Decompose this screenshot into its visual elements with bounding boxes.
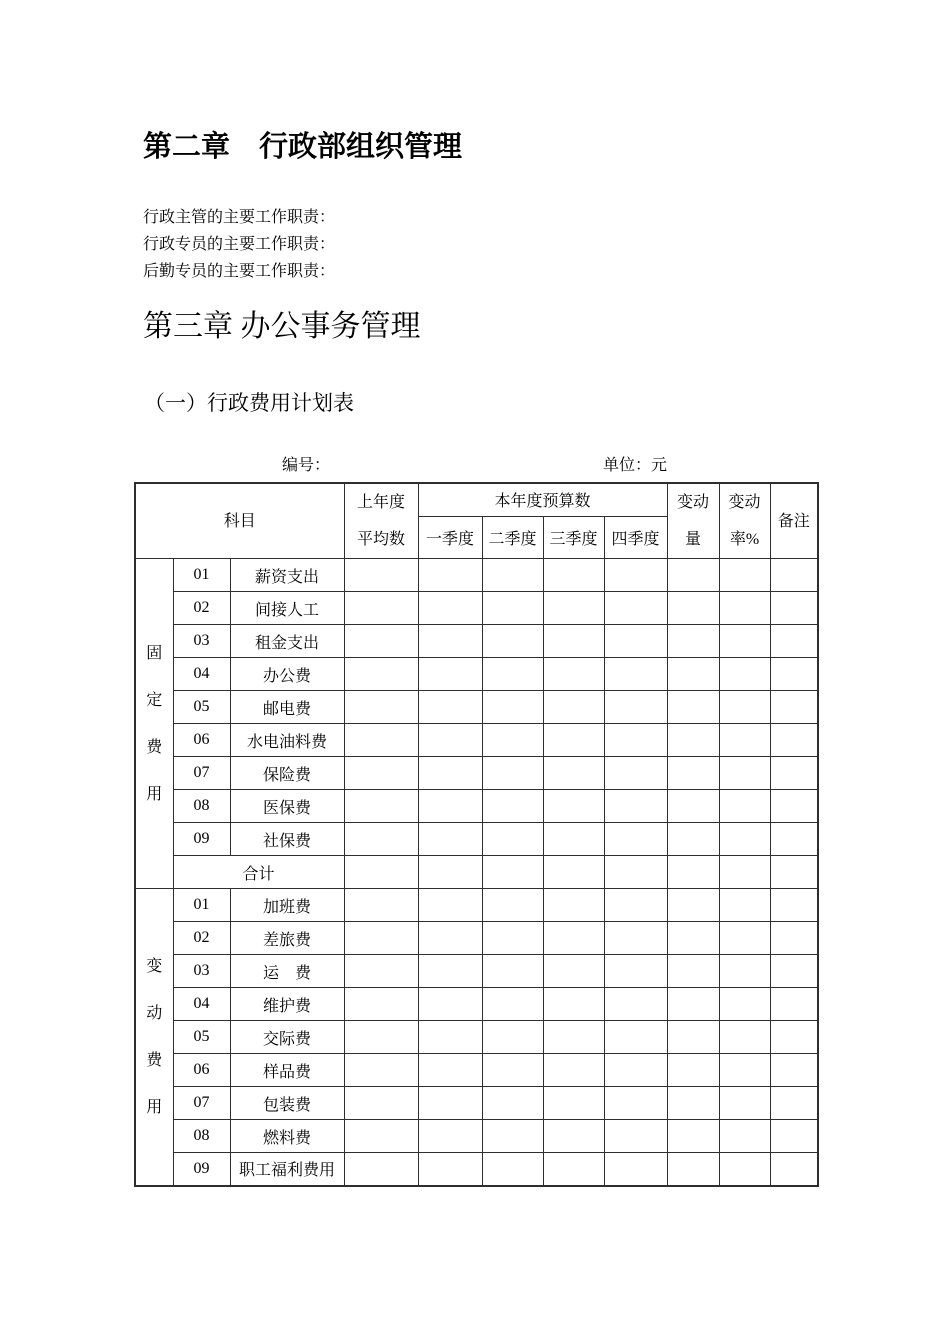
table-row: [135, 691, 818, 724]
table-cell-empty: [719, 1054, 770, 1087]
table-cell-empty: [770, 691, 818, 724]
row-number: 05: [173, 691, 230, 724]
table-cell-empty: [604, 1153, 667, 1186]
table-cell-empty: [344, 1087, 418, 1120]
table-row: [135, 658, 818, 691]
table-unit-label: 单位：元: [603, 457, 668, 474]
table-cell-empty: [543, 1021, 604, 1054]
table-cell-empty: [418, 1021, 482, 1054]
table-cell-empty: [543, 592, 604, 625]
table-row: [135, 988, 818, 1021]
table-cell-empty: [770, 724, 818, 757]
table-cell-empty: [543, 724, 604, 757]
row-number: 04: [173, 988, 230, 1021]
table-cell-empty: [604, 691, 667, 724]
duty-paragraph: [143, 204, 335, 285]
table-cell-empty: [482, 658, 543, 691]
row-number: 06: [173, 1054, 230, 1087]
table-cell-empty: [482, 889, 543, 922]
table-cell-empty: [344, 724, 418, 757]
table-cell-empty: [719, 1087, 770, 1120]
table-cell-empty: [418, 691, 482, 724]
row-number: 02: [173, 922, 230, 955]
table-cell-empty: [604, 955, 667, 988]
table-row: [135, 955, 818, 988]
row-name: 样品费: [230, 1054, 344, 1087]
table-cell-empty: [719, 724, 770, 757]
table-cell-empty: [418, 922, 482, 955]
row-number: 07: [173, 1087, 230, 1120]
table-cell-empty: [604, 1087, 667, 1120]
row-name: 维护费: [230, 988, 344, 1021]
table-cell-empty: [770, 757, 818, 790]
category-char: 费: [146, 1051, 163, 1069]
table-cell-empty: [418, 1054, 482, 1087]
row-number: 06: [173, 724, 230, 757]
table-cell-empty: [667, 625, 719, 658]
table-cell-empty: [719, 1120, 770, 1153]
table-cell-empty: [770, 592, 818, 625]
table-cell-empty: [344, 1153, 418, 1186]
chapter2-heading: 第二章 行政部组织管理: [143, 131, 463, 163]
row-name: 水电油料费: [230, 724, 344, 757]
table-cell-empty: [604, 625, 667, 658]
table-cell-empty: [482, 1054, 543, 1087]
header-quarter-4: 四季度: [604, 516, 667, 558]
row-number: 07: [173, 757, 230, 790]
table-cell-empty: [719, 955, 770, 988]
header-last-year-average: [344, 483, 418, 559]
row-name: 包装费: [230, 1087, 344, 1120]
table-cell-empty: [667, 1153, 719, 1186]
table-cell-empty: [770, 823, 818, 856]
table-cell-empty: [667, 823, 719, 856]
table-cell-empty: [482, 757, 543, 790]
table-cell-empty: [719, 592, 770, 625]
table-row: [135, 625, 818, 658]
row-name: 加班费: [230, 889, 344, 922]
table-cell-empty: [482, 592, 543, 625]
row-name: 保险费: [230, 757, 344, 790]
header-change-rate-line1: 变动: [728, 494, 761, 511]
row-name: 医保费: [230, 790, 344, 823]
header-quarter-1: 一季度: [418, 516, 482, 558]
table-cell-empty: [418, 724, 482, 757]
row-number: 08: [173, 1120, 230, 1153]
table-cell-empty: [418, 1120, 482, 1153]
row-name: 差旅费: [230, 922, 344, 955]
table-cell-empty: [344, 625, 418, 658]
table-cell-empty: [667, 955, 719, 988]
table-cell-empty: [344, 1120, 418, 1153]
table-cell-empty: [667, 1087, 719, 1120]
table-cell-empty: [418, 1153, 482, 1186]
table-cell-empty: [604, 922, 667, 955]
table-row: [135, 1054, 818, 1087]
table-cell-empty: [418, 658, 482, 691]
table-cell-empty: [482, 823, 543, 856]
table-cell-empty: [667, 1021, 719, 1054]
table-header-row-1: [135, 483, 818, 516]
row-number: 04: [173, 658, 230, 691]
table-cell-empty: [667, 922, 719, 955]
table-cell-empty: [482, 1087, 543, 1120]
table-cell-empty: [482, 955, 543, 988]
table-cell-empty: [543, 1087, 604, 1120]
header-change-amount-line2: 量: [685, 531, 702, 548]
table-cell-empty: [482, 1021, 543, 1054]
table-cell-empty: [418, 988, 482, 1021]
table-cell-empty: [344, 658, 418, 691]
table-cell-empty: [344, 988, 418, 1021]
table-cell-empty: [770, 1153, 818, 1186]
table-cell-empty: [667, 559, 719, 592]
category-variable-expenses: [135, 889, 173, 1186]
table-cell-empty: [770, 1087, 818, 1120]
table-cell-empty: [543, 691, 604, 724]
table-cell-empty: [344, 856, 418, 889]
table-cell-empty: [418, 790, 482, 823]
table-cell-empty: [770, 1021, 818, 1054]
header-change-rate-line2: 率%: [729, 531, 760, 548]
duty-line-admin-specialist: 行政专员的主要工作职责：: [143, 236, 336, 253]
table-cell-empty: [604, 724, 667, 757]
table-cell-empty: [667, 1054, 719, 1087]
category-char: 变: [146, 957, 163, 975]
table-row: [135, 889, 818, 922]
table-cell-empty: [418, 1087, 482, 1120]
table-cell-empty: [667, 1120, 719, 1153]
table-row: [135, 592, 818, 625]
table-cell-empty: [667, 592, 719, 625]
table-cell-empty: [543, 625, 604, 658]
table-cell-empty: [667, 790, 719, 823]
table-cell-empty: [543, 790, 604, 823]
table-cell-empty: [667, 889, 719, 922]
table-cell-empty: [482, 856, 543, 889]
table-cell-empty: [418, 757, 482, 790]
header-change-rate: [719, 483, 770, 559]
header-current-year-budget: 本年度预算数: [418, 483, 667, 516]
header-remarks: 备注: [770, 483, 818, 559]
table-cell-empty: [719, 757, 770, 790]
header-change-amount: [667, 483, 719, 559]
row-number: 03: [173, 625, 230, 658]
table-cell-empty: [719, 922, 770, 955]
table-cell-empty: [344, 955, 418, 988]
table-cell-empty: [719, 691, 770, 724]
table-cell-empty: [344, 1054, 418, 1087]
row-number: 09: [173, 1153, 230, 1186]
table-cell-empty: [344, 889, 418, 922]
table-cell-empty: [543, 856, 604, 889]
table-cell-empty: [719, 790, 770, 823]
table-cell-empty: [719, 1153, 770, 1186]
row-name: 邮电费: [230, 691, 344, 724]
header-change-amount-line1: 变动: [677, 494, 710, 511]
table-cell-empty: [482, 922, 543, 955]
row-number: 01: [173, 889, 230, 922]
row-name: 薪资支出: [230, 559, 344, 592]
header-subject: 科目: [135, 483, 344, 559]
category-char: 动: [146, 1004, 163, 1022]
table-cell-empty: [543, 757, 604, 790]
table-cell-empty: [418, 889, 482, 922]
table-row: [135, 1087, 818, 1120]
category-fixed-expenses: [135, 559, 173, 889]
row-name: 运 费: [230, 955, 344, 988]
table-cell-empty: [719, 889, 770, 922]
table-cell-empty: [604, 889, 667, 922]
chapter3-heading: 第三章 办公事务管理: [143, 310, 421, 343]
table-cell-empty: [482, 625, 543, 658]
row-name: 交际费: [230, 1021, 344, 1054]
table-cell-empty: [770, 955, 818, 988]
table-cell-empty: [770, 625, 818, 658]
table-cell-empty: [667, 691, 719, 724]
table-cell-empty: [719, 559, 770, 592]
row-name: 租金支出: [230, 625, 344, 658]
expense-plan-table: [134, 482, 819, 1187]
table-cell-empty: [667, 658, 719, 691]
table-cell-empty: [543, 922, 604, 955]
section-title: （一）行政费用计划表: [144, 391, 354, 415]
table-row: [135, 922, 818, 955]
table-cell-empty: [543, 889, 604, 922]
table-cell-empty: [604, 988, 667, 1021]
row-number: 02: [173, 592, 230, 625]
table-cell-empty: [344, 559, 418, 592]
table-cell-empty: [770, 658, 818, 691]
table-cell-empty: [418, 856, 482, 889]
table-cell-empty: [719, 625, 770, 658]
table-cell-empty: [543, 559, 604, 592]
category-char: 定: [146, 691, 163, 709]
table-cell-empty: [719, 658, 770, 691]
duty-line-admin-supervisor: 行政主管的主要工作职责：: [143, 209, 336, 226]
table-cell-empty: [543, 658, 604, 691]
table-cell-empty: [482, 790, 543, 823]
category-char: 固: [146, 644, 163, 662]
table-cell-empty: [482, 1153, 543, 1186]
table-cell-empty: [344, 691, 418, 724]
table-cell-empty: [604, 757, 667, 790]
table-cell-empty: [667, 988, 719, 1021]
row-name: 间接人工: [230, 592, 344, 625]
category-char: 费: [146, 738, 163, 756]
table-cell-empty: [482, 724, 543, 757]
table-cell-empty: [344, 1021, 418, 1054]
row-name: 燃料费: [230, 1120, 344, 1153]
table-cell-empty: [719, 823, 770, 856]
table-cell-empty: [770, 1120, 818, 1153]
table-cell-empty: [719, 988, 770, 1021]
table-cell-empty: [667, 757, 719, 790]
table-cell-empty: [770, 1054, 818, 1087]
table-cell-empty: [344, 757, 418, 790]
table-cell-empty: [770, 790, 818, 823]
table-cell-empty: [604, 559, 667, 592]
header-quarter-3: 三季度: [543, 516, 604, 558]
table-cell-empty: [604, 790, 667, 823]
table-cell-empty: [543, 1153, 604, 1186]
header-quarter-2: 二季度: [482, 516, 543, 558]
table-cell-empty: [604, 592, 667, 625]
table-cell-empty: [344, 592, 418, 625]
table-cell-empty: [719, 856, 770, 889]
table-cell-empty: [344, 922, 418, 955]
table-row: [135, 1153, 818, 1186]
table-cell-empty: [482, 691, 543, 724]
table-cell-empty: [770, 988, 818, 1021]
table-cell-empty: [770, 559, 818, 592]
row-number: 05: [173, 1021, 230, 1054]
table-cell-empty: [482, 1120, 543, 1153]
table-cell-empty: [543, 955, 604, 988]
row-number: 08: [173, 790, 230, 823]
table-cell-empty: [482, 559, 543, 592]
row-number: 03: [173, 955, 230, 988]
table-cell-empty: [667, 724, 719, 757]
table-cell-empty: [770, 889, 818, 922]
table-cell-empty: [543, 1054, 604, 1087]
table-cell-empty: [418, 592, 482, 625]
table-cell-empty: [344, 823, 418, 856]
table-cell-empty: [543, 823, 604, 856]
table-cell-empty: [604, 1054, 667, 1087]
table-cell-empty: [604, 823, 667, 856]
fixed-total-label: 合计: [173, 856, 344, 889]
table-cell-empty: [604, 1021, 667, 1054]
table-cell-empty: [604, 856, 667, 889]
table-row-total: [135, 856, 818, 889]
table-cell-empty: [543, 1120, 604, 1153]
table-row: [135, 559, 818, 592]
table-row: [135, 823, 818, 856]
row-name: 办公费: [230, 658, 344, 691]
table-cell-empty: [604, 658, 667, 691]
table-cell-empty: [418, 625, 482, 658]
table-cell-empty: [770, 922, 818, 955]
table-row: [135, 1021, 818, 1054]
table-cell-empty: [418, 823, 482, 856]
category-char: 用: [146, 785, 163, 803]
row-number: 09: [173, 823, 230, 856]
row-number: 01: [173, 559, 230, 592]
table-cell-empty: [344, 790, 418, 823]
table-cell-empty: [543, 988, 604, 1021]
table-row: [135, 724, 818, 757]
header-last-year-line1: 上年度: [356, 494, 405, 511]
row-name: 社保费: [230, 823, 344, 856]
table-row: [135, 757, 818, 790]
table-row: [135, 790, 818, 823]
table-cell-empty: [667, 856, 719, 889]
table-cell-empty: [418, 559, 482, 592]
table-cell-empty: [418, 955, 482, 988]
duty-line-logistics-specialist: 后勤专员的主要工作职责：: [143, 263, 336, 280]
table-cell-empty: [719, 1021, 770, 1054]
table-cell-empty: [482, 988, 543, 1021]
table-cell-empty: [770, 856, 818, 889]
table-cell-empty: [604, 1120, 667, 1153]
header-last-year-line2: 平均数: [356, 531, 405, 548]
table-code-label: 编号：: [282, 457, 331, 474]
table-row: [135, 1120, 818, 1153]
row-name: 职工福利费用: [230, 1153, 344, 1186]
category-char: 用: [146, 1098, 163, 1116]
